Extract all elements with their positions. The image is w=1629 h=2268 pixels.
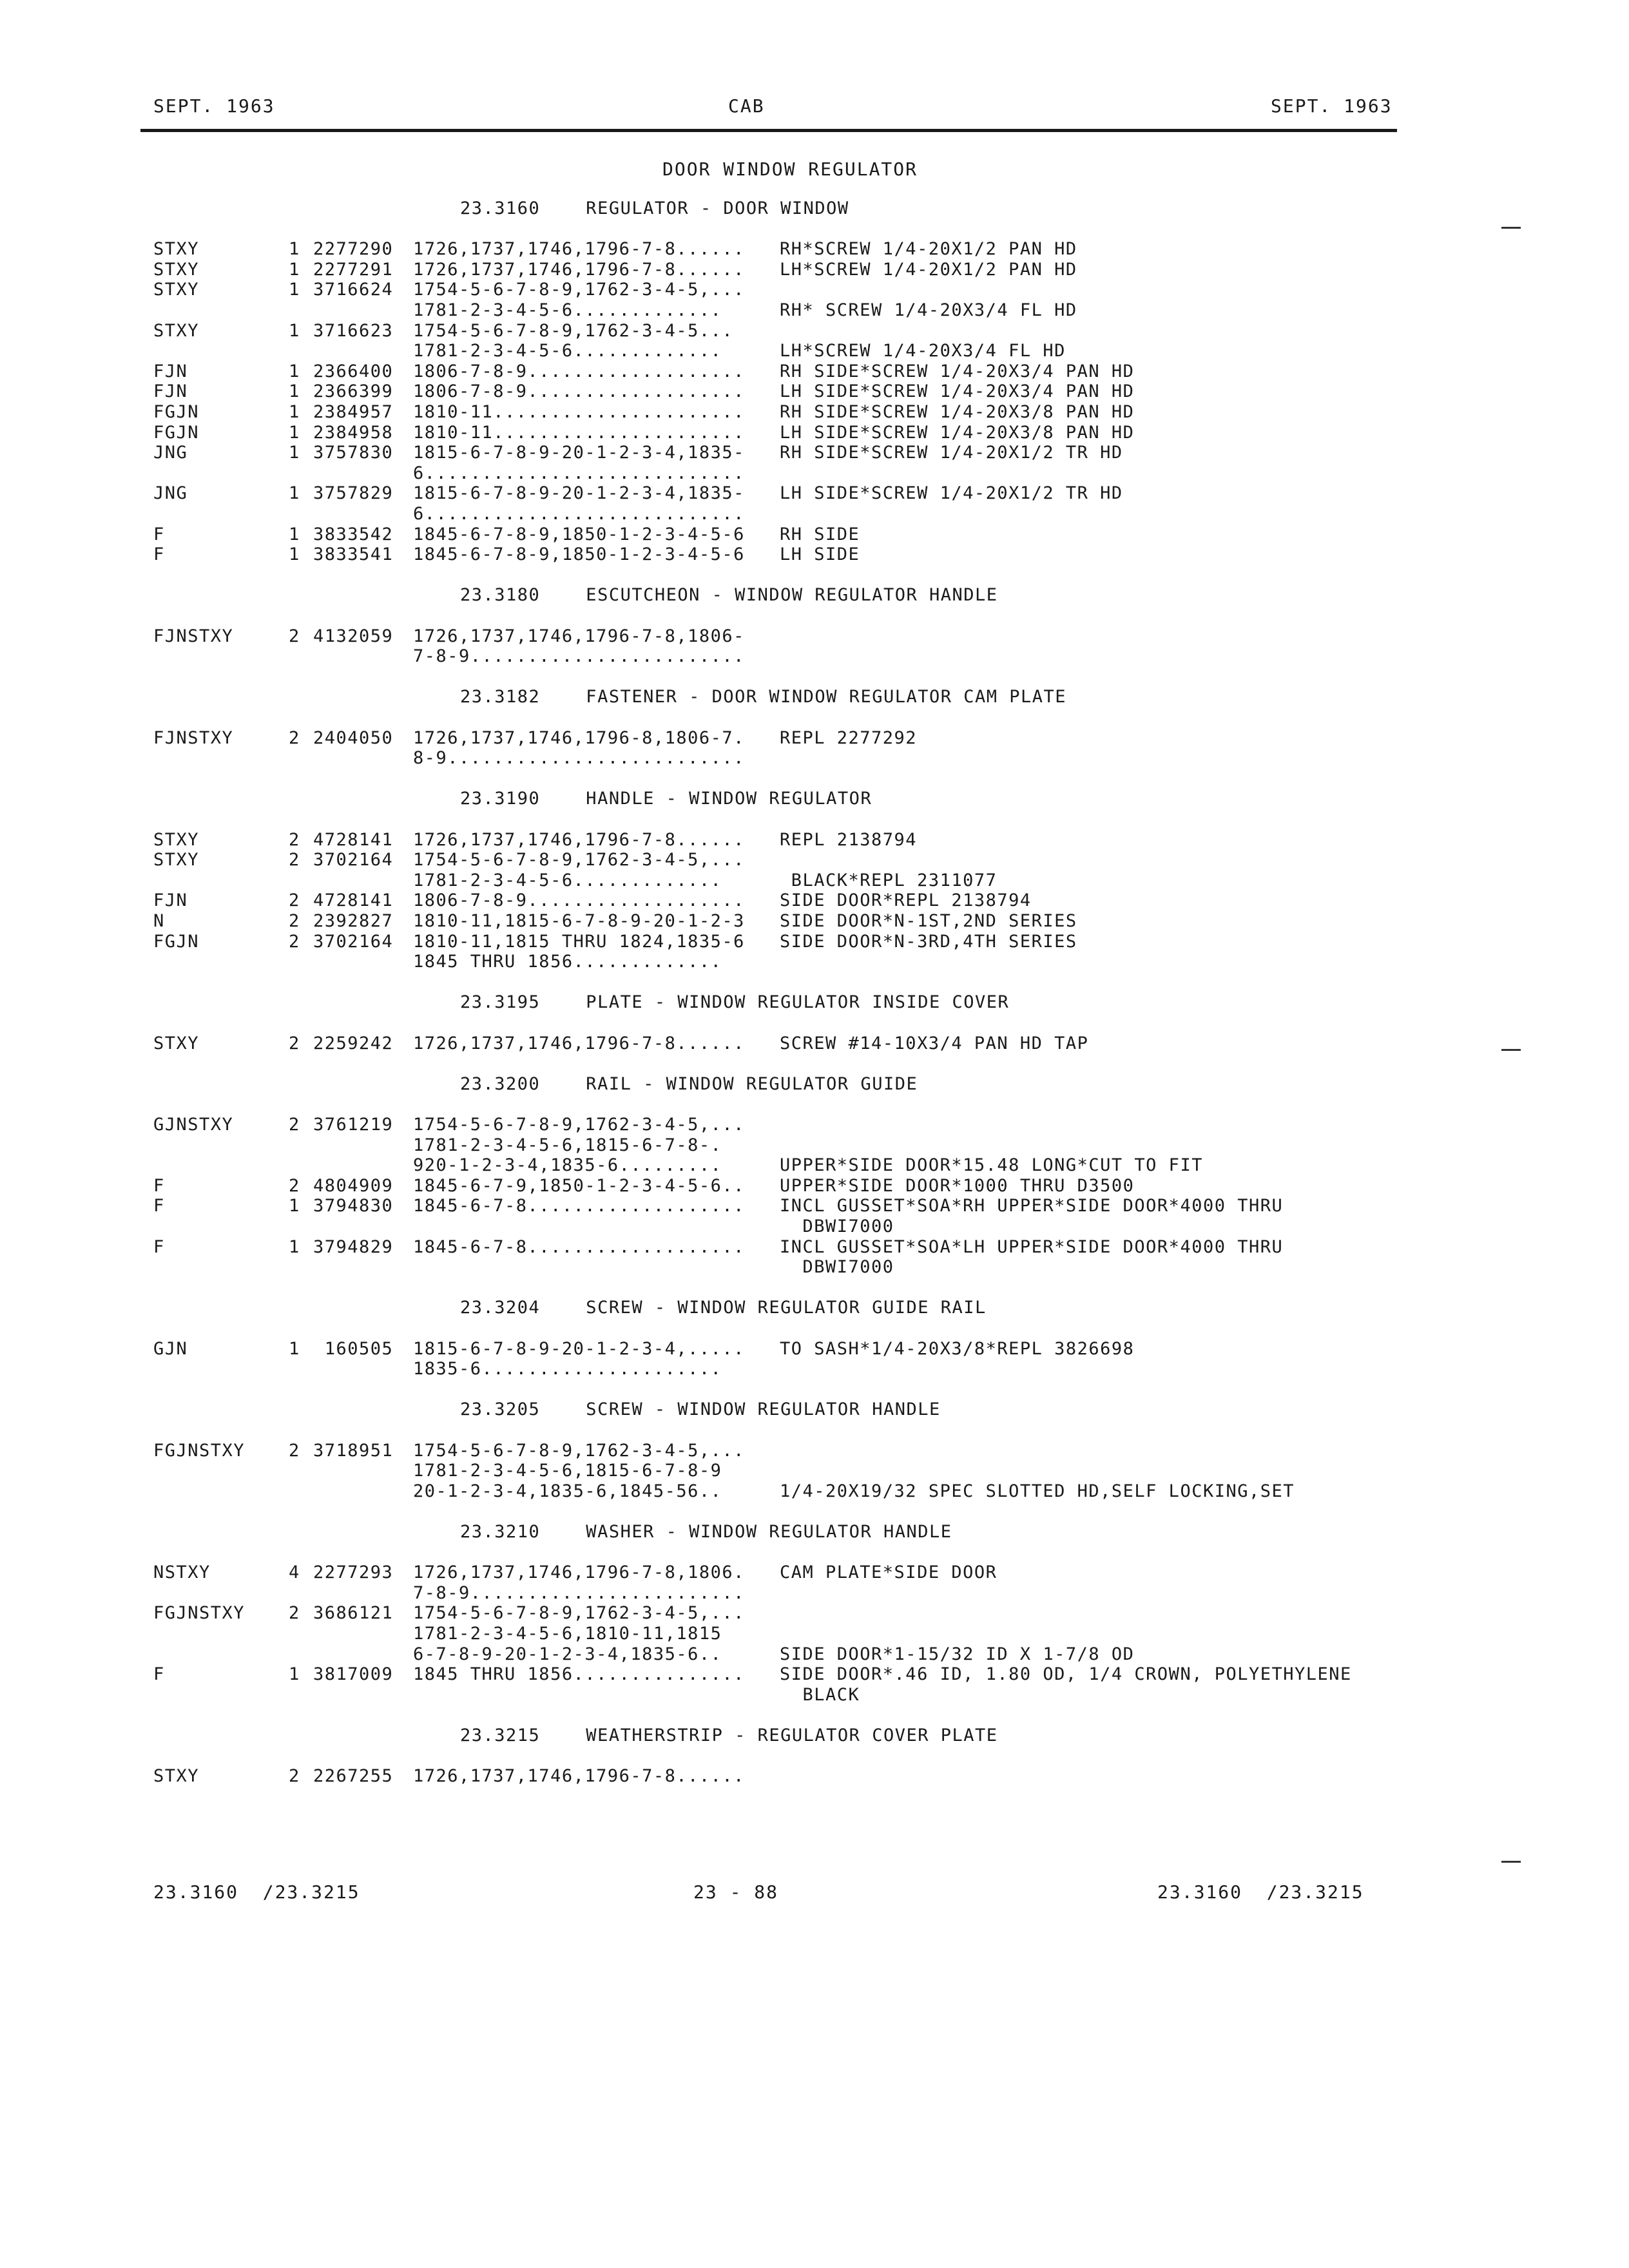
row-qty: 2 [289, 1766, 300, 1787]
row-qty: 1 [289, 1338, 300, 1359]
row-serial-range: 6-7-8-9-20-1-2-3-4,1835-6.. [413, 1644, 722, 1664]
row-serial-range: 920-1-2-3-4,1835-6......... [413, 1155, 722, 1176]
row-part-number: 3702164 [313, 850, 394, 870]
row-serial-range: 1781-2-3-4-5-6............. [413, 300, 722, 320]
row-part-number: 2384958 [313, 422, 394, 443]
row-description: RH*SCREW 1/4-20X1/2 PAN HD [780, 239, 1077, 260]
row-serial-range: 1781-2-3-4-5-6,1815-6-7-8-9 [413, 1461, 722, 1481]
row-qty: 1 [289, 544, 300, 565]
row-models: FGJN [153, 402, 200, 422]
row-qty: 1 [289, 259, 300, 280]
row-description: SIDE DOOR*N-3RD,4TH SERIES [780, 931, 1077, 952]
footer-page-number: 23 - 88 [693, 1881, 779, 1903]
row-serial-range: 1810-11,1815 THRU 1824,1835-6 [413, 931, 745, 952]
header-section-title: CAB [728, 95, 765, 117]
row-description: RH* SCREW 1/4-20X3/4 FL HD [780, 300, 1077, 320]
row-serial-range: 1754-5-6-7-8-9,1762-3-4-5... [413, 320, 734, 341]
row-serial-range: 1845-6-7-8................... [413, 1196, 745, 1216]
section-heading: 23.3160 REGULATOR - DOOR WINDOW [460, 198, 849, 218]
row-part-number: 2277291 [313, 259, 394, 280]
row-description: REPL 2138794 [780, 829, 918, 850]
row-description: 1/4-20X19/32 SPEC SLOTTED HD,SELF LOCKING,SET [780, 1481, 1295, 1501]
row-models: JNG [153, 483, 188, 504]
row-models: F [153, 1236, 165, 1257]
row-serial-range: 1806-7-8-9................... [413, 890, 745, 911]
row-qty: 1 [289, 1664, 300, 1685]
row-serial-range: 1726,1737,1746,1796-7-8...... [413, 1033, 745, 1053]
row-serial-range: 1781-2-3-4-5-6,1815-6-7-8-. [413, 1135, 722, 1155]
row-qty: 4 [289, 1562, 300, 1583]
row-part-number: 4728141 [313, 890, 394, 911]
row-description: LH SIDE [780, 544, 860, 565]
row-serial-range: 1845-6-7-8-9,1850-1-2-3-4-5-6 [413, 524, 745, 544]
row-serial-range: 1806-7-8-9................... [413, 381, 745, 402]
row-part-number: 3833542 [313, 524, 394, 544]
row-serial-range: 1845 THRU 1856............. [413, 952, 722, 972]
row-serial-range: 7-8-9........................ [413, 1582, 745, 1603]
section-heading: 23.3204 SCREW - WINDOW REGULATOR GUIDE RAIL [460, 1298, 987, 1318]
row-part-number: 3757829 [313, 483, 394, 504]
row-models: FJN [153, 381, 188, 402]
row-serial-range: 1754-5-6-7-8-9,1762-3-4-5,... [413, 1603, 745, 1624]
row-part-number: 3757830 [313, 443, 394, 463]
row-qty: 2 [289, 727, 300, 748]
section-heading: 23.3210 WASHER - WINDOW REGULATOR HANDLE [460, 1522, 952, 1542]
row-qty: 2 [289, 1115, 300, 1135]
row-models: F [153, 1175, 165, 1196]
row-models: STXY [153, 239, 200, 260]
row-serial-range: 1726,1737,1746,1796-7-8...... [413, 239, 745, 260]
row-part-number: 3833541 [313, 544, 394, 565]
row-serial-range: 1726,1737,1746,1796-7-8...... [413, 1766, 745, 1787]
row-description: LH SIDE*SCREW 1/4-20X3/4 PAN HD [780, 381, 1135, 402]
row-part-number: 2404050 [313, 727, 394, 748]
row-description: BLACK*REPL 2311077 [780, 870, 998, 890]
row-description: LH*SCREW 1/4-20X1/2 PAN HD [780, 259, 1077, 280]
row-part-number: 160505 [313, 1338, 394, 1359]
row-serial-range: 6............................ [413, 504, 745, 524]
row-qty: 2 [289, 1033, 300, 1053]
row-models: STXY [153, 259, 200, 280]
row-serial-range: 1810-11...................... [413, 402, 745, 422]
row-serial-range: 1754-5-6-7-8-9,1762-3-4-5,... [413, 280, 745, 300]
row-part-number: 2277293 [313, 1562, 394, 1583]
row-qty: 2 [289, 1440, 300, 1461]
section-heading: 23.3205 SCREW - WINDOW REGULATOR HANDLE [460, 1399, 941, 1420]
row-models: STXY [153, 320, 200, 341]
row-qty: 1 [289, 280, 300, 300]
row-models: FJNSTXY [153, 727, 234, 748]
row-description: DBWI7000 [780, 1257, 894, 1278]
row-description: LH SIDE*SCREW 1/4-20X3/8 PAN HD [780, 422, 1135, 443]
row-models: FGJN [153, 931, 200, 952]
row-description: INCL GUSSET*SOA*LH UPPER*SIDE DOOR*4000 THRU [780, 1236, 1284, 1257]
row-description: TO SASH*1/4-20X3/8*REPL 3826698 [780, 1338, 1135, 1359]
row-qty: 2 [289, 1175, 300, 1196]
row-description: LH*SCREW 1/4-20X3/4 FL HD [780, 341, 1066, 361]
row-serial-range: 1726,1737,1746,1796-8,1806-7. [413, 727, 745, 748]
row-models: STXY [153, 1766, 200, 1787]
row-qty: 2 [289, 850, 300, 870]
row-serial-range: 1845-6-7-8-9,1850-1-2-3-4-5-6 [413, 544, 745, 565]
row-description: CAM PLATE*SIDE DOOR [780, 1562, 998, 1583]
row-qty: 1 [289, 402, 300, 422]
section-heading: 23.3182 FASTENER - DOOR WINDOW REGULATOR CAM PLATE [460, 687, 1067, 707]
row-description: BLACK [780, 1684, 860, 1705]
row-models: FGJN [153, 422, 200, 443]
row-models: F [153, 1196, 165, 1216]
row-models: STXY [153, 850, 200, 870]
row-serial-range: 1754-5-6-7-8-9,1762-3-4-5,... [413, 1440, 745, 1461]
row-description: SCREW #14-10X3/4 PAN HD TAP [780, 1033, 1089, 1053]
row-models: STXY [153, 829, 200, 850]
row-serial-range: 1781-2-3-4-5-6............. [413, 870, 722, 890]
row-description: SIDE DOOR*REPL 2138794 [780, 890, 1032, 911]
row-models: FJN [153, 890, 188, 911]
row-part-number: 2267255 [313, 1766, 394, 1787]
margin-mark [1501, 227, 1521, 229]
row-description: LH SIDE*SCREW 1/4-20X1/2 TR HD [780, 483, 1123, 504]
section-heading: 23.3215 WEATHERSTRIP - REGULATOR COVER PLATE [460, 1725, 998, 1745]
row-models: FGJNSTXY [153, 1603, 246, 1624]
row-serial-range: 6............................ [413, 463, 745, 483]
row-description: INCL GUSSET*SOA*RH UPPER*SIDE DOOR*4000 THRU [780, 1196, 1284, 1216]
margin-mark [1501, 1861, 1521, 1863]
section-heading: 23.3195 PLATE - WINDOW REGULATOR INSIDE COVER [460, 992, 1010, 1013]
row-serial-range: 1726,1737,1746,1796-7-8,1806- [413, 626, 745, 646]
row-part-number: 3686121 [313, 1603, 394, 1624]
row-description: REPL 2277292 [780, 727, 918, 748]
row-part-number: 2277290 [313, 239, 394, 260]
row-part-number: 3794829 [313, 1236, 394, 1257]
row-serial-range: 7-8-9........................ [413, 646, 745, 667]
row-part-number: 4804909 [313, 1175, 394, 1196]
row-part-number: 3716624 [313, 280, 394, 300]
row-part-number: 4728141 [313, 829, 394, 850]
row-serial-range: 8-9.......................... [413, 748, 745, 769]
row-description: SIDE DOOR*.46 ID, 1.80 OD, 1/4 CROWN, POLYETHYLENE [780, 1664, 1352, 1685]
row-description: UPPER*SIDE DOOR*1000 THRU D3500 [780, 1175, 1135, 1196]
page-title: DOOR WINDOW REGULATOR [662, 159, 918, 180]
row-models: JNG [153, 443, 188, 463]
row-part-number: 3794830 [313, 1196, 394, 1216]
row-qty: 1 [289, 524, 300, 544]
row-description: RH SIDE*SCREW 1/4-20X3/4 PAN HD [780, 361, 1135, 381]
row-models: NSTXY [153, 1562, 211, 1583]
row-models: F [153, 1664, 165, 1685]
row-serial-range: 1815-6-7-8-9-20-1-2-3-4,1835- [413, 443, 745, 463]
row-part-number: 3718951 [313, 1440, 394, 1461]
section-heading: 23.3180 ESCUTCHEON - WINDOW REGULATOR HANDLE [460, 585, 998, 606]
row-description: SIDE DOOR*N-1ST,2ND SERIES [780, 911, 1077, 931]
row-qty: 1 [289, 443, 300, 463]
row-qty: 1 [289, 239, 300, 260]
margin-mark [1501, 1049, 1521, 1051]
row-qty: 1 [289, 320, 300, 341]
header-date-right: SEPT. 1963 [1271, 95, 1393, 117]
row-serial-range: 1810-11,1815-6-7-8-9-20-1-2-3 [413, 911, 745, 931]
row-qty: 1 [289, 381, 300, 402]
row-serial-range: 20-1-2-3-4,1835-6,1845-56.. [413, 1481, 722, 1501]
row-part-number: 2259242 [313, 1033, 394, 1053]
row-part-number: 3817009 [313, 1664, 394, 1685]
row-qty: 1 [289, 1236, 300, 1257]
row-description: DBWI7000 [780, 1216, 894, 1236]
row-serial-range: 1754-5-6-7-8-9,1762-3-4-5,... [413, 1115, 745, 1135]
row-qty: 1 [289, 1196, 300, 1216]
row-description: RH SIDE [780, 524, 860, 544]
row-serial-range: 1726,1737,1746,1796-7-8,1806. [413, 1562, 745, 1583]
row-part-number: 2384957 [313, 402, 394, 422]
row-qty: 1 [289, 483, 300, 504]
row-models: FGJNSTXY [153, 1440, 246, 1461]
row-qty: 2 [289, 931, 300, 952]
row-qty: 1 [289, 422, 300, 443]
row-models: GJNSTXY [153, 1115, 234, 1135]
row-models: FJNSTXY [153, 626, 234, 646]
footer-range-left: 23.3160 /23.3215 [153, 1881, 360, 1903]
row-models: F [153, 524, 165, 544]
row-description: RH SIDE*SCREW 1/4-20X3/8 PAN HD [780, 402, 1135, 422]
row-serial-range: 1726,1737,1746,1796-7-8...... [413, 829, 745, 850]
row-serial-range: 1754-5-6-7-8-9,1762-3-4-5,... [413, 850, 745, 870]
row-serial-range: 1845-6-7-9,1850-1-2-3-4-5-6.. [413, 1175, 745, 1196]
row-part-number: 3716623 [313, 320, 394, 341]
row-models: F [153, 544, 165, 565]
row-serial-range: 1726,1737,1746,1796-7-8...... [413, 259, 745, 280]
row-serial-range: 1810-11...................... [413, 422, 745, 443]
row-serial-range: 1781-2-3-4-5-6............. [413, 341, 722, 361]
row-models: FJN [153, 361, 188, 381]
row-serial-range: 1806-7-8-9................... [413, 361, 745, 381]
row-description: RH SIDE*SCREW 1/4-20X1/2 TR HD [780, 443, 1123, 463]
header-rule [140, 129, 1397, 132]
section-heading: 23.3200 RAIL - WINDOW REGULATOR GUIDE [460, 1073, 918, 1094]
row-models: STXY [153, 1033, 200, 1053]
row-qty: 2 [289, 829, 300, 850]
row-part-number: 3761219 [313, 1115, 394, 1135]
row-qty: 2 [289, 626, 300, 646]
row-description: UPPER*SIDE DOOR*15.48 LONG*CUT TO FIT [780, 1155, 1203, 1176]
row-serial-range: 1835-6..................... [413, 1359, 722, 1379]
row-serial-range: 1781-2-3-4-5-6,1810-11,1815 [413, 1624, 722, 1644]
row-serial-range: 1815-6-7-8-9-20-1-2-3-4,..... [413, 1338, 745, 1359]
row-qty: 2 [289, 911, 300, 931]
footer-range-right: 23.3160 /23.3215 [1157, 1881, 1364, 1903]
row-models: N [153, 911, 165, 931]
row-description: SIDE DOOR*1-15/32 ID X 1-7/8 OD [780, 1644, 1135, 1664]
row-qty: 1 [289, 361, 300, 381]
row-part-number: 2366399 [313, 381, 394, 402]
row-serial-range: 1845 THRU 1856............... [413, 1664, 745, 1685]
row-qty: 2 [289, 890, 300, 911]
row-serial-range: 1815-6-7-8-9-20-1-2-3-4,1835- [413, 483, 745, 504]
header-date-left: SEPT. 1963 [153, 95, 275, 117]
row-part-number: 2392827 [313, 911, 394, 931]
row-models: STXY [153, 280, 200, 300]
row-models: GJN [153, 1338, 188, 1359]
row-part-number: 4132059 [313, 626, 394, 646]
row-serial-range: 1845-6-7-8................... [413, 1236, 745, 1257]
row-qty: 2 [289, 1603, 300, 1624]
row-part-number: 2366400 [313, 361, 394, 381]
section-heading: 23.3190 HANDLE - WINDOW REGULATOR [460, 789, 872, 809]
row-part-number: 3702164 [313, 931, 394, 952]
